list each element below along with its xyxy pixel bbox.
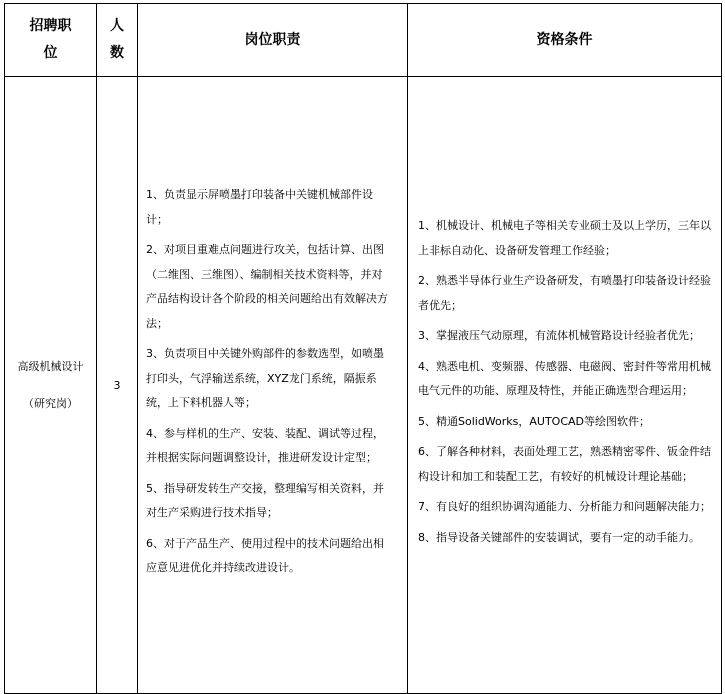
duty-item: 2、对项目重难点问题进行攻关，包括计算、出图（二维图、三维图）、编制相关技术资料等，并对产品结构设计各个阶段的相关问题给出有效解决方法； bbox=[146, 243, 388, 330]
position-subtitle: （研究岗） bbox=[23, 397, 78, 410]
count-cell: 3 bbox=[97, 77, 138, 694]
qualifications-list bbox=[408, 214, 721, 550]
position-cell bbox=[5, 77, 97, 694]
duty-item: 4、参与样机的生产、安装、装配、调试等过程，并根据实际问题调整设计，推进研发设计定型； bbox=[146, 426, 384, 465]
job-posting-table bbox=[4, 3, 722, 694]
header-count bbox=[97, 4, 138, 77]
header-duties: 岗位职责 bbox=[138, 4, 408, 77]
qualification-item: 5、精通SolidWorks，AUTOCAD等绘图软件； bbox=[418, 414, 651, 428]
header-position bbox=[5, 4, 97, 77]
duty-item: 3、负责项目中关键外购部件的参数选型，如喷墨打印头，气浮输送系统，XYZ龙门系统，隔振系统，上下料机器人等； bbox=[146, 347, 384, 410]
position-title: 高级机械设计 bbox=[17, 360, 84, 373]
header-count-label: 人数 bbox=[110, 18, 124, 61]
table-row bbox=[5, 77, 722, 694]
duties-list bbox=[138, 183, 407, 581]
duty-item: 1、负责显示屏喷墨打印装备中关键机械部件设计； bbox=[146, 188, 373, 226]
qualification-item: 3、掌握液压气动原理，有流体机械管路设计经验者优先； bbox=[418, 329, 700, 342]
duty-item: 6、对于产品生产、使用过程中的技术问题给出相应意见进优化并持续改进设计。 bbox=[146, 536, 384, 575]
qualification-item: 4、熟悉电机、变频器、传感器、电磁阀、密封件等常用机械电气元件的功能、原理及特性，并能正确选型合理运用； bbox=[418, 359, 711, 397]
qualification-item: 1、机械设计、机械电子等相关专业硕士及以上学历，三年以上非标自动化、设备研发管理工作经验； bbox=[418, 219, 711, 257]
header-qualifications: 资格条件 bbox=[408, 4, 722, 77]
table-header-row bbox=[5, 4, 722, 77]
duties-cell bbox=[138, 77, 408, 694]
duty-item: 5、指导研发转生产交接，整理编写相关资料，并对生产采购进行技术指导； bbox=[146, 481, 384, 520]
qualification-item: 6、了解各种材料，表面处理工艺，熟悉精密零件、钣金件结构设计和加工和装配工艺，有较好的机械设计理论基础； bbox=[418, 445, 711, 483]
header-position-label: 招聘职位 bbox=[29, 18, 72, 61]
qualification-item: 8、指导设备关键部件的安装调试，要有一定的动手能力。 bbox=[418, 530, 700, 544]
qualification-item: 2、熟悉半导体行业生产设备研发，有喷墨打印装备设计经验者优先； bbox=[418, 274, 711, 312]
qualifications-cell bbox=[408, 77, 722, 694]
qualification-item: 7、有良好的组织协调沟通能力、分析能力和问题解决能力； bbox=[418, 500, 711, 513]
